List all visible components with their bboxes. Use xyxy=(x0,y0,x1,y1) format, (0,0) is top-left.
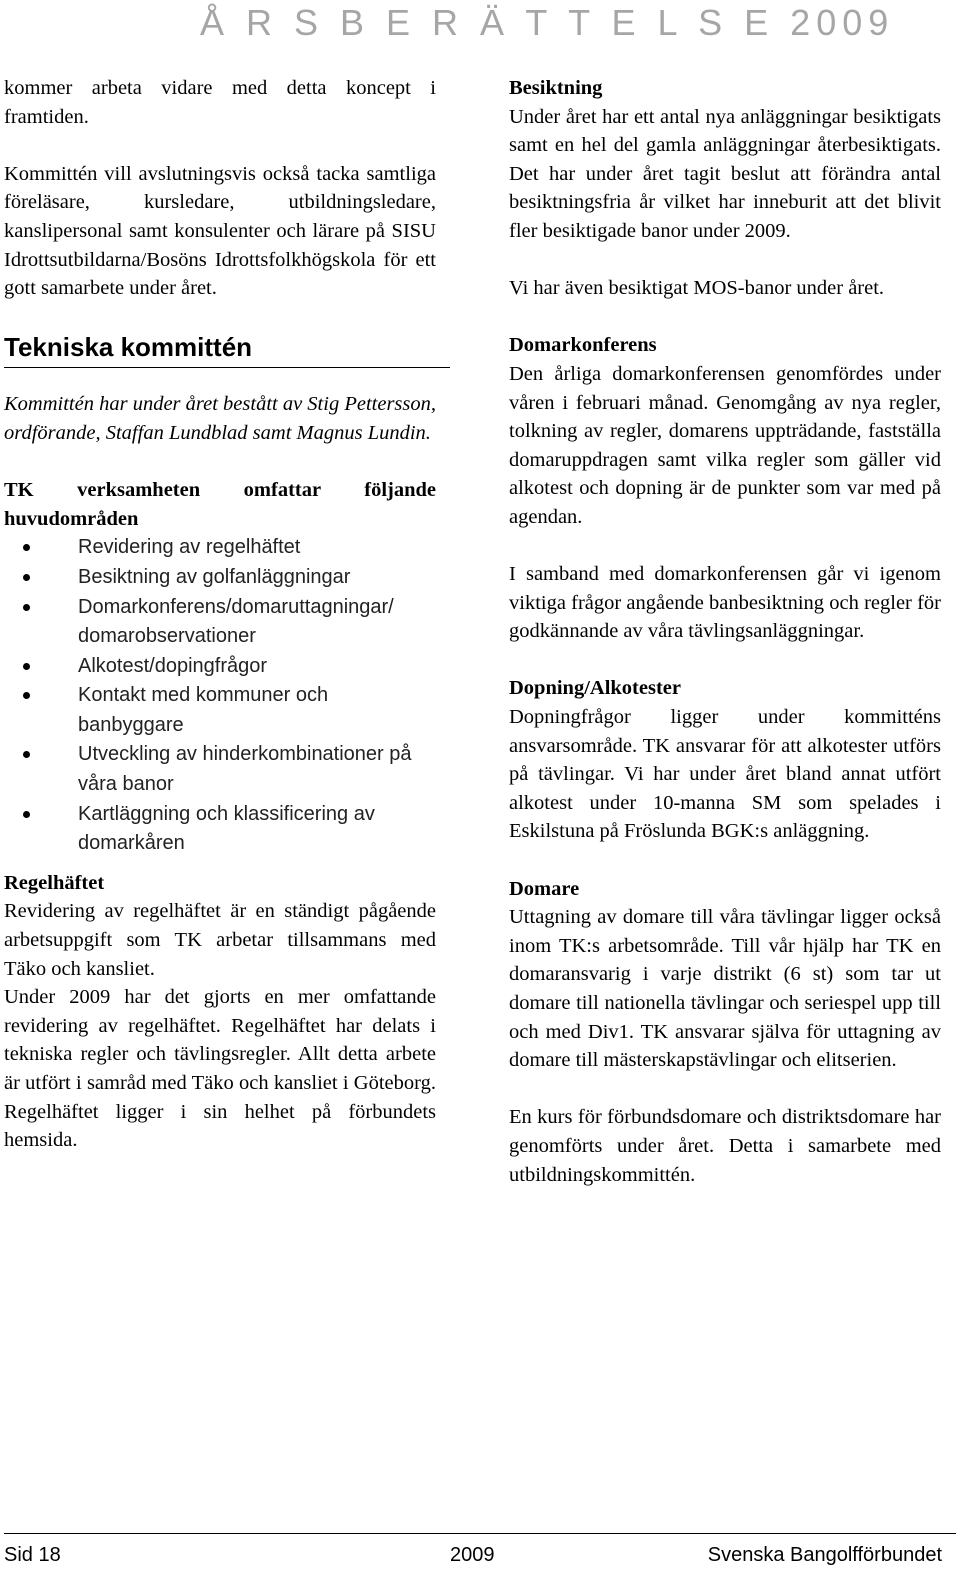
intro-paragraph: kommer arbeta vidare med detta koncept i framtiden. xyxy=(4,77,436,128)
committee-members: Kommittén har under året bestått av Stig Pettersson, ordförande, Staffan Lundblad samt Magnus Lundin. xyxy=(4,393,436,444)
regel-paragraph-1: Revidering av regelhäftet är en ständigt pågående arbetsuppgift som TK arbetar tillsammans med Täko och kansliet. xyxy=(4,900,436,980)
thanks-paragraph: Kommittén vill avslutningsvis också tacka samtliga föreläsare, kursledare, utbildningsledare, kanslipersonal samt konsulenter och lärare på SISU Idrottsutbildarna/Bosöns Idrottsfolkhögskola för ett gott samarbete under året. xyxy=(4,162,436,300)
page-footer xyxy=(4,1533,956,1574)
domarkonf-paragraph-2: I samband med domarkonferensen går vi igenom viktiga frågor angående banbesiktning och regler för godkännande av våra tävlingsanläggningar. xyxy=(509,563,941,643)
domarkonf-heading: Domarkonferens xyxy=(509,334,657,357)
doping-paragraph: Dopningfrågor ligger under kommitténs ansvarsområde. TK ansvarar för att alkotester utförs på tävlingar. Vi har under året bland annat utfört alkotest under 10-manna SM som spelades i Eskilstuna på Fröslunda BGK:s anläggning. xyxy=(509,706,941,843)
left-column xyxy=(4,74,436,1183)
list-item: Revidering av regelhäftet xyxy=(4,533,436,563)
list-item: Domarkonferens/domaruttagningar/ domarobservationer xyxy=(4,593,436,652)
bullet-icon xyxy=(23,692,30,699)
right-column xyxy=(509,74,941,1218)
footer-year: 2009 xyxy=(450,1544,495,1566)
bullet-icon xyxy=(23,574,30,581)
list-item: Besiktning av golfanläggningar xyxy=(4,563,436,593)
regel-heading: Regelhäftet xyxy=(4,871,105,894)
list-item: Alkotest/dopingfrågor xyxy=(4,652,436,682)
areas-title: TK verksamheten omfattar följande huvudområden xyxy=(4,479,436,530)
bullet-icon xyxy=(23,663,30,670)
list-item: Kartläggning och klassificering av domarkåren xyxy=(4,800,436,859)
besiktning-heading: Besiktning xyxy=(509,77,603,99)
domare-paragraph-2: En kurs för förbundsdomare och distriktsdomare har genomförts under året. Detta i samarbete med utbildningskommittén. xyxy=(509,1106,941,1186)
regel-paragraph-2: Under 2009 har det gjorts en mer omfattande revidering av regelhäftet. Regelhäftet har delats i tekniska regler och tävlingsregler. Allt detta arbete är utfört i samråd med Täko och kansliet i Göteborg. Regelhäftet ligger i sin helhet på förbundets hemsida. xyxy=(4,986,436,1152)
page-number: Sid 18 xyxy=(4,1544,61,1566)
list-item: Kontakt med kommuner och banbyggare xyxy=(4,681,436,740)
section-title: Tekniska kommittén xyxy=(4,331,450,368)
bullet-icon xyxy=(23,811,30,818)
bullet-icon xyxy=(23,751,30,758)
bullet-icon xyxy=(23,544,30,551)
areas-list xyxy=(4,533,436,859)
bullet-icon xyxy=(23,604,30,611)
domare-heading: Domare xyxy=(509,877,580,900)
section-heading-wrap xyxy=(4,331,436,368)
domare-paragraph-1: Uttagning av domare till våra tävlingar ligger också inom TK:s arbetsområde. Till vår hjälp har TK en domaransvarig i varje distrikt (6 st) som tar ut domare till nationella tävlingar och seriespel upp till och med Div1. TK ansvarar själva för uttagning av domare till mästerskapstävlingar och elitserien. xyxy=(509,906,941,1072)
domarkonf-paragraph-1: Den årliga domarkonferensen genomfördes under våren i februari månad. Genomgång av nya regler, tolkning av regler, domarens uppträdande, fastställa domaruppdragen samt vilka regler som gäller vid alkotest och dopning är de punkter som var med på agendan. xyxy=(509,362,941,528)
doping-heading: Dopning/Alkotester xyxy=(509,677,681,700)
besiktning-paragraph-1: Under året har ett antal nya anläggningar besiktigats samt en hel del gamla anläggningar återbesiktigats. Det har under året tagit beslut att förändra antal besiktningsfria år vilket har inneburit att det blivit fler besiktigade banor under 2009. xyxy=(509,105,941,242)
report-header: Å R S B E R Ä T T E L S E 2009 xyxy=(200,2,895,43)
list-item: Utveckling av hinderkombinationer på våra banor xyxy=(4,740,436,799)
besiktning-paragraph-2: Vi har även besiktigat MOS-banor under året. xyxy=(509,277,885,300)
footer-organization: Svenska Bangolfförbundet xyxy=(707,1544,942,1566)
